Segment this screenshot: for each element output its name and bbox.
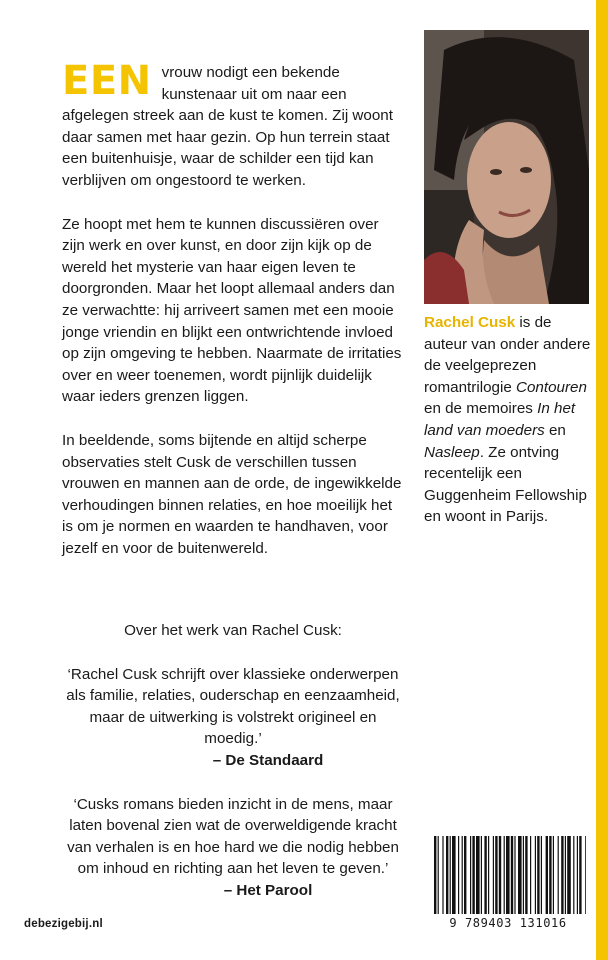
barcode-bar <box>553 836 554 914</box>
bio-text-2: en de memoires <box>424 400 538 418</box>
barcode-bars <box>434 836 586 914</box>
barcode-bar <box>434 836 436 914</box>
barcode-bar <box>450 836 451 914</box>
blurb-column <box>62 58 404 581</box>
barcode-bar <box>476 836 480 914</box>
barcode-bar <box>506 836 510 914</box>
blurb-paragraph-1-text: vrouw nodigt een bekende kunstenaar uit om naar een afgelegen streek aan de kust te komen. Zij woont daar samen met haar gezin. Op hun terrein staat een buitenhuisje, waar de schilder een tijd kan verblijven om ongestoord te werken. <box>62 64 393 189</box>
barcode-bar <box>535 836 536 914</box>
barcode-bar <box>541 836 542 914</box>
barcode-bar <box>446 836 448 914</box>
barcode-bar <box>493 836 494 914</box>
barcode-bar <box>511 836 513 914</box>
barcode-bar <box>530 836 531 914</box>
barcode-bar <box>546 836 548 914</box>
barcode-bar <box>438 836 439 914</box>
bio-text-3: en <box>544 421 566 439</box>
author-bio <box>424 312 594 528</box>
barcode-bar <box>472 836 474 914</box>
quote-1-source: – De Standaard <box>212 751 324 769</box>
isbn-digits: 9 789403 131016 <box>449 916 567 930</box>
barcode-bar <box>499 836 501 914</box>
barcode-bar <box>525 836 527 914</box>
barcode-bar <box>481 836 482 914</box>
author-portrait-image <box>424 30 589 304</box>
author-photo <box>424 30 589 304</box>
barcode-bar <box>470 836 471 914</box>
barcode-bar <box>514 836 515 914</box>
quote-2-text: ‘Cusks romans bieden inzicht in de mens, maar laten bovenal zien wat de overweldigende kracht van verhalen is en hoe hard we die nodig hebben om inhoud en richting aan het leven te geven.’ <box>67 795 399 878</box>
author-name: Rachel Cusk <box>424 314 516 331</box>
drop-cap: EEN <box>62 58 152 104</box>
barcode-bar <box>577 836 578 914</box>
bio-text-1: is de auteur van onder andere de veelgeprezen romantrilogie <box>424 314 591 396</box>
bio-text-4: . Ze ontving recentelijk een Guggenheim Fellowship en woont in Parijs. <box>424 443 587 526</box>
barcode-bar <box>579 836 581 914</box>
barcode-bar <box>567 836 571 914</box>
quote-1-text: ‘Rachel Cusk schrijft over klassieke onderwerpen als familie, relaties, ouderschap en eenzaamheid, maar de uitwerking is volstrekt origineel en moedig.’ <box>66 665 400 748</box>
barcode-bar <box>537 836 539 914</box>
blurb-paragraph-2: Ze hoopt met hem te kunnen discussiëren over zijn werk en over kunst, en door zijn kijk op de wereld het mysterie van haar eigen leven te doorgronden. Maar het loopt allemaal anders dan ze verwachtte: hij arriveert samen met een mooie jonge vriendin en blijkt een ontwrichtende invloed op zijn omgeving te hebben. Naarmate de irritaties over en weer toenemen, wordt pijnlijk duidelijk waar ieders grenzen liggen. <box>62 215 402 406</box>
barcode-bar <box>573 836 574 914</box>
publisher-url: debezigebij.nl <box>24 918 103 930</box>
barcode-bar <box>484 836 486 914</box>
yellow-edge-bar <box>596 0 608 960</box>
barcode-bar <box>462 836 463 914</box>
barcode-bar <box>549 836 551 914</box>
isbn-barcode <box>428 836 588 936</box>
blurb-paragraph-3: In beeldende, soms bijtende en altijd scherpe observaties stelt Cusk de verschillen tussen vrouwen en mannen aan de orde, de ingewikkelde verhoudingen binnen relaties, en hoe moeilijk het is om je normen en waarden te handhaven, voor jezelf en voor de buitenwereld. <box>62 431 402 557</box>
barcode-bar <box>518 836 522 914</box>
barcode-bar <box>585 836 586 914</box>
barcode-bar <box>495 836 497 914</box>
barcode-bar <box>561 836 563 914</box>
barcode-bar <box>523 836 524 914</box>
barcode-bar <box>458 836 459 914</box>
barcode-bar <box>452 836 456 914</box>
barcode-bar <box>464 836 466 914</box>
press-quotes <box>62 620 404 924</box>
barcode-bar <box>442 836 443 914</box>
barcode-bar <box>565 836 566 914</box>
bio-title-contouren: Contouren <box>516 378 587 396</box>
quote-2-source: – Het Parool <box>223 881 313 899</box>
bio-title-memoir: In het land van moeders <box>424 400 576 439</box>
barcode-bar <box>558 836 559 914</box>
barcode-bar <box>504 836 505 914</box>
quotes-heading: Over het werk van Rachel Cusk: <box>124 622 342 639</box>
blurb-paragraph-1 <box>62 58 404 192</box>
barcode-bar <box>488 836 489 914</box>
bio-title-nasleep: Nasleep <box>424 443 480 461</box>
